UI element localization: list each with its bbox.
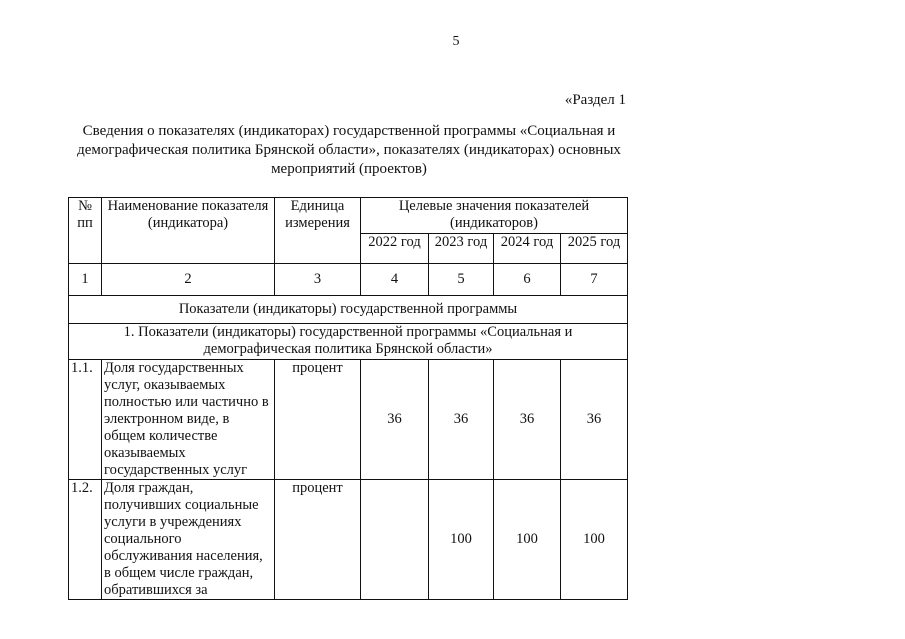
column-number: 6 [494,264,561,296]
header-year: 2023 год [429,234,494,264]
indicator-name-line: Доля граждан, [104,480,194,496]
indicators-table [68,197,628,600]
indicator-name-line: государственных услуг [104,462,248,478]
column-number: 2 [102,264,275,296]
value-cell [361,480,429,600]
title-line: Сведения о показателях (индикаторах) государственной программы «Социальная и [82,123,616,139]
indicator-name-line: обслуживания населения, [104,548,263,564]
indicator-name-line: обратившихся за [104,582,208,598]
header-year: 2022 год [361,234,429,264]
section-label: «Раздел 1 [564,92,626,108]
column-number: 5 [429,264,494,296]
value-cell: 100 [494,480,561,600]
indicator-name-line: оказываемых [104,445,186,461]
table-row [69,480,628,600]
header-name [102,198,275,264]
indicator-name-line: полностью или частично в [104,394,269,410]
value-cell: 36 [361,360,429,480]
value-cell: 36 [494,360,561,480]
row-num: 1.2. [69,480,102,600]
title-line: демографическая политика Брянской области», показателях (индикаторах) основных [77,142,621,158]
header-name-line: Наименование показателя [107,198,269,214]
header-num-line: № [78,198,92,214]
header-target-line: (индикаторов) [450,215,538,231]
indicator-name-line: в общем числе граждан, [104,565,254,581]
unit-cell: процент [275,360,361,480]
subsection-line: демографическая политика Брянской области» [203,341,493,357]
table-row [69,360,628,480]
indicator-name-line: электронном виде, в [104,411,230,427]
indicator-name-line: услуги в учреждениях [104,514,242,530]
indicator-name [102,360,275,480]
column-number: 4 [361,264,429,296]
page-number: 5 [452,34,460,49]
value-cell: 36 [429,360,494,480]
header-num [69,198,102,264]
header-year: 2025 год [561,234,628,264]
value-cell: 36 [561,360,628,480]
indicator-name-line: Доля государственных [104,360,244,376]
indicator-name-line: получивших социальные [104,497,259,513]
document-title [70,122,628,179]
indicator-name [102,480,275,600]
subsection-row [69,324,628,360]
column-number: 7 [561,264,628,296]
header-target-line: Целевые значения показателей [398,198,590,214]
header-name-line: (индикатора) [147,215,229,231]
header-unit [275,198,361,264]
unit-cell: процент [275,480,361,600]
indicator-name-line: услуг, оказываемых [104,377,226,393]
header-unit-line: Единица [290,198,345,214]
row-num: 1.1. [69,360,102,480]
header-num-line: пп [77,215,93,231]
header-target-values [361,198,628,234]
column-number: 3 [275,264,361,296]
subsection-line: 1. Показатели (индикаторы) государственной программы «Социальная и [123,324,573,340]
title-line: мероприятий (проектов) [271,161,427,177]
indicator-name-line: социального [104,531,182,547]
indicator-name-line: общем количестве [104,428,218,444]
section-row: Показатели (индикаторы) государственной программы [69,296,628,324]
column-number: 1 [69,264,102,296]
value-cell: 100 [561,480,628,600]
value-cell: 100 [429,480,494,600]
header-unit-line: измерения [285,215,350,231]
header-year: 2024 год [494,234,561,264]
